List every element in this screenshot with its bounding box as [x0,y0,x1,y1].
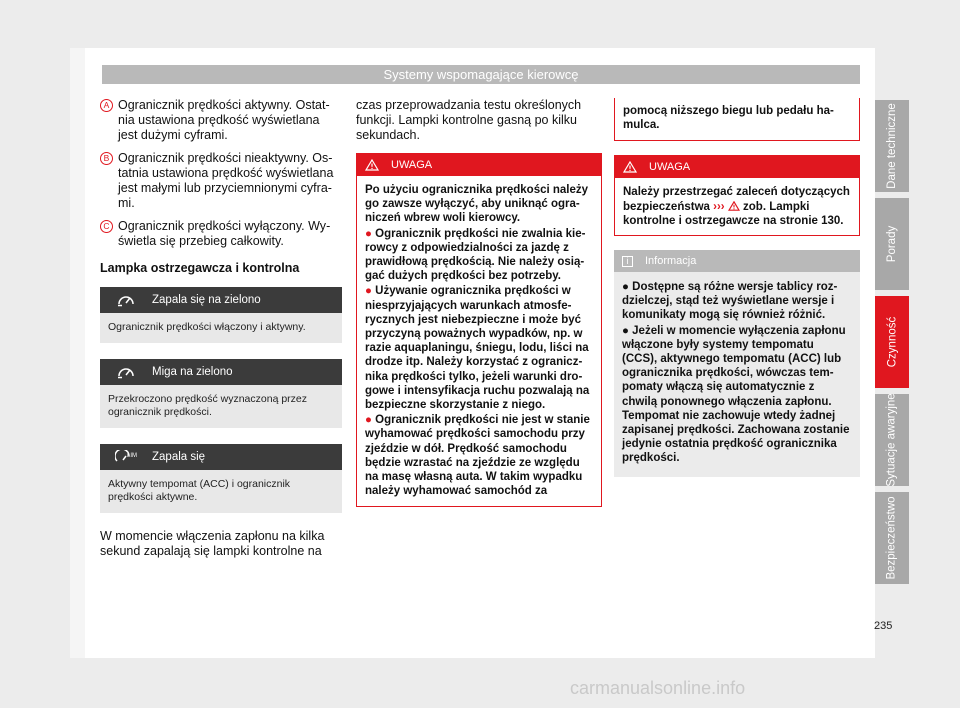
lamp-status: Zapala się na zielono [152,294,261,306]
speed-limiter-icon [100,365,152,379]
lamp-header [100,444,342,470]
column-3 [614,98,860,477]
lamp-header [100,287,342,313]
lamp-box [100,287,342,343]
info-bullet: ● Dostępne są różne wersje tablicy rozdzielczej, stąd też wyświetlane wersje i komunikaty mogą się również różnić. [622,281,838,322]
info-body [614,272,860,477]
warning-box [614,155,860,236]
body-paragraph: czas przeprowadzania testu określonych funkcji. Lampki kontrolne gasną po kilku sekundach. [356,98,582,142]
tab-dane-techniczne[interactable]: Dane techniczne [875,100,909,192]
definition-key-c: C [100,220,113,233]
page-number: 235 [874,620,893,632]
definition-item [100,219,342,249]
definition-text: Ogranicznik prędkości aktywny. Ostatnia ustawiona prędkość wyświetlana jest dużymi cyframi. [118,98,330,142]
tab-czynnosc[interactable]: Czynność [875,296,909,388]
info-label: Informacja [645,255,697,268]
definition-key-a: A [100,99,113,112]
speed-limiter-icon [100,293,152,307]
warning-bullet: ● Ogranicznik prędkości nie jest w stanie wyhamować prędkości samochodu przy zjeździe w dół. Prędkość samochodu będzie wzrastać na zjeździe ze względu na masę własną auta. W takim wypadku należy wyhamować samochód za [365,414,590,498]
lamp-box [100,359,342,428]
warning-bullet: ● Ogranicznik prędkości nie zwalnia kierowcy z odpowiedzialności za jazdę z prawidłową prędkością. Nie należy osiągać dużych prędkości bez potrzeby. [365,227,586,283]
definition-text: Ogranicznik prędkości nieaktywny. Ostatnia ustawiona prędkość wyświetlana jest małymi lub przyciemnionymi cyframi. [118,151,334,210]
tab-sytuacje-awaryjne[interactable]: Sytuacje awaryjne [875,394,909,486]
body-paragraph: W momencie włączenia zapłonu na kilka sekund zapalają się lampki kontrolne na [100,529,325,558]
lamp-description: Aktywny tempomat (ACC) i ogranicznik prędkości aktywne. [108,478,291,503]
column-1 [100,98,342,559]
info-icon: i [622,256,633,267]
tab-porady[interactable]: Porady [875,198,909,290]
info-bullet: ● Jeżeli w momencie wyłączenia zapłonu włączone były systemy tempomatu (CCS), aktywnego tempomatu (ACC) lub ogranicznika prędkości, wówczas tempomaty włączą się automatycznie z chwilą ponownego włączenia zapłonu. Tempomat nie zachowuje wtedy żadnej zapisanej prędkości. Zachowana zostanie jedynie ostatnia prędkość ogranicznika prędkości. [622,324,850,465]
speed-limiter-lim-icon [100,450,152,464]
lamp-box [100,444,342,513]
warning-triangle-icon [728,201,740,211]
page-header: Systemy wspomagające kierowcę [102,65,860,84]
svg-text:LIM: LIM [127,453,137,459]
warning-continuation: pomocą niższego biegu lub pedału hamulca. [614,98,860,141]
warning-reference-link[interactable]: zob. Lampki kontrolne i ostrzegawcze na stronie 130. [623,200,844,227]
definition-item [100,98,342,143]
watermark: carmanualsonline.info [570,678,746,698]
warning-box [356,153,602,507]
warning-header [357,154,601,176]
warning-triangle-icon [365,159,379,171]
lamp-description: Ogranicznik prędkości włączony i aktywny. [108,321,306,333]
lamp-header [100,359,342,385]
warning-triangle-icon [623,161,637,173]
warning-body [357,176,601,506]
definition-item [100,151,342,211]
info-box [614,250,860,477]
lamp-status: Zapala się [152,451,206,463]
tab-bezpieczenstwo[interactable]: Bezpieczeństwo [875,492,909,584]
cross-reference-arrows[interactable]: ››› [713,200,725,213]
warning-label: UWAGA [391,159,433,171]
warning-label: UWAGA [649,161,691,174]
warning-body [615,178,859,235]
lamp-description: Przekroczono prędkość wyznaczoną przez ogranicznik prędkości. [108,393,308,418]
definition-key-b: B [100,152,113,165]
info-header [614,250,860,272]
warning-text: Należy przestrzegać zaleceń dotyczących bezpieczeństwa [623,186,850,213]
definition-text: Ogranicznik prędkości wyłączony. Wyświetla się przebieg całkowity. [118,219,331,248]
warning-lead: Po użyciu ogranicznika prędkości należy go zawsze wyłączyć, aby uniknąć ograniczeń wbrew woli kierowcy. [365,184,589,225]
column-2 [356,98,602,507]
warning-header [615,156,859,178]
lamp-status: Miga na zielono [152,366,233,378]
lamp-section-title: Lampka ostrzegawcza i kontrolna [100,261,300,275]
warning-bullet: ● Używanie ogranicznika prędkości w niesprzyjających warunkach atmosferycznych jest niebezpieczne i może być przyczyną poważnych wypadków, np. w razie aquaplaningu, śniegu, lodu, liści na drodze itp. Należy korzystać z ogranicznika prędkości tylko, jeżeli warunki drogowe i intensyfikacja ruchu pozwalają na bezpieczne skorzystanie z niego. [365,285,590,412]
